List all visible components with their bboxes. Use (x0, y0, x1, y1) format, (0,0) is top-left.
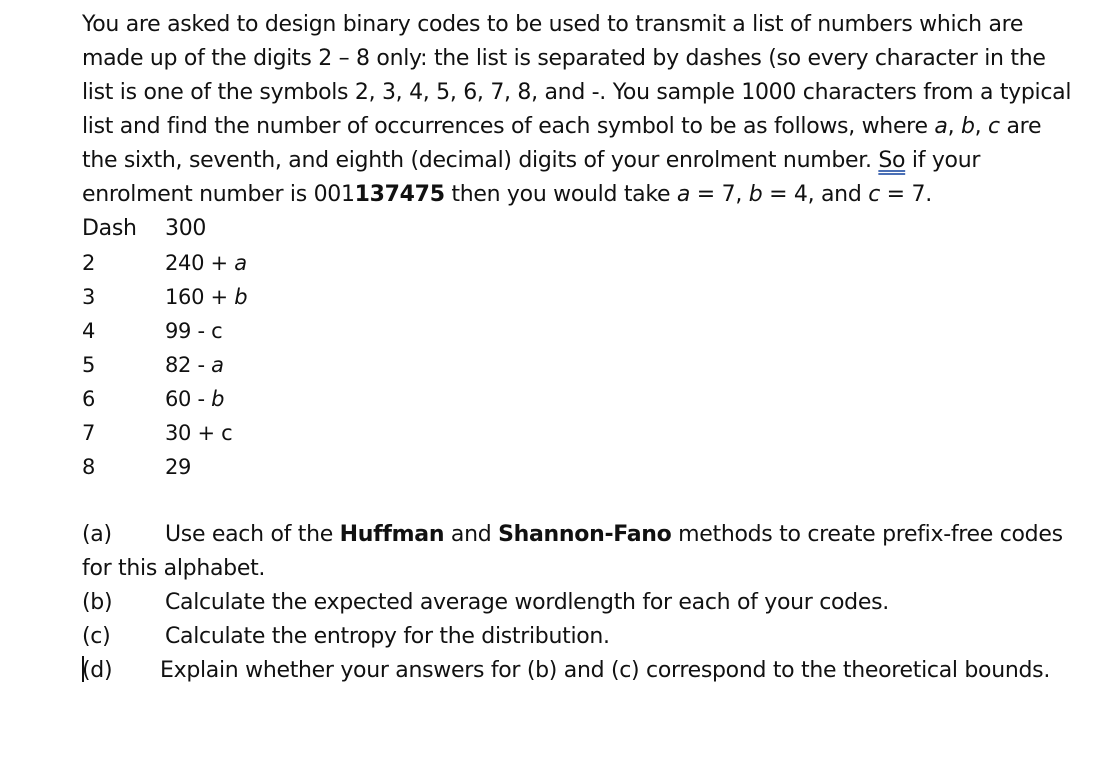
table-row (82, 450, 247, 484)
dash-row (82, 212, 1072, 246)
example-var-a: a (676, 182, 691, 207)
var-c: c (988, 114, 1000, 139)
count-cell: 240 + a (165, 251, 247, 275)
example-val-c: = 7. (879, 182, 932, 207)
count-cell: 30 + c (165, 421, 233, 445)
table-row (82, 382, 247, 416)
intro-text-2: are the sixth, seventh, and eighth (decimal) digits of your enrolment number. (82, 114, 1042, 173)
question-d (82, 654, 1072, 688)
symbol-cell: 5 (82, 353, 96, 377)
shannon-fano-term: Shannon-Fano (498, 522, 672, 547)
count-cell: 160 + b (165, 285, 248, 309)
var-a: a (934, 114, 948, 139)
symbol-cell: 8 (82, 455, 96, 479)
table-row (82, 246, 247, 280)
example-val-b: = 4, and (762, 182, 869, 207)
count-cell: 82 - a (165, 353, 224, 377)
dash-label: Dash (82, 216, 137, 241)
intro-text-3: if your enrolment number is 001 (82, 148, 981, 207)
example-var-c: c (868, 182, 880, 207)
intro-text-4: then you would take (444, 182, 677, 207)
example-var-b: b (748, 182, 763, 207)
grammar-flag-so[interactable]: So (878, 148, 906, 173)
symbol-cell: 7 (82, 421, 96, 445)
question-d-label: (d) (82, 658, 113, 683)
question-c-label: (c) (82, 624, 111, 649)
blank-line (82, 484, 1072, 518)
question-a-label: (a) (82, 522, 112, 547)
count-cell: 99 - c (165, 319, 223, 343)
question-c-text: Calculate the entropy for the distribution. (165, 624, 610, 649)
huffman-term: Huffman (339, 522, 445, 547)
table-row (82, 280, 247, 314)
symbol-cell: 2 (82, 251, 96, 275)
question-b-text: Calculate the expected average wordlength for each of your codes. (165, 590, 889, 615)
question-d-text: Explain whether your answers for (b) and (c) correspond to the theoretical bounds. (160, 658, 1051, 683)
separator: , (974, 114, 989, 139)
table-row (82, 314, 247, 348)
symbol-cell: 3 (82, 285, 96, 309)
separator: , (947, 114, 961, 139)
document-body (82, 8, 1072, 688)
symbol-cell: 6 (82, 387, 96, 411)
var-b: b (960, 114, 975, 139)
intro-text-1: You are asked to design binary codes to be used to transmit a list of numbers which are made up of the digits 2 – 8 only: the list is separated by dashes (so every character in the list is one of the symbols 2, 3, 4, 5, 6, 7, 8, and -. You sample 1000 characters from a typical list and find the number of occurrences of each symbol to be as follows, where (82, 12, 1072, 139)
table-row (82, 348, 247, 382)
frequency-table (82, 246, 247, 484)
intro-paragraph (82, 8, 1072, 212)
count-cell: 60 - b (165, 387, 225, 411)
symbol-cell: 4 (82, 319, 96, 343)
dash-value: 300 (165, 216, 207, 241)
count-cell: 29 (165, 455, 192, 479)
question-a: (a) Use each of the Huffman and Shannon-Fano methods to create prefix-free codes for this alphabet. (82, 518, 1072, 586)
example-val-a: = 7, (690, 182, 749, 207)
question-b (82, 586, 1072, 620)
table-row (82, 416, 247, 450)
question-b-label: (b) (82, 590, 113, 615)
enrolment-bold-digits: 137475 (354, 182, 445, 207)
question-c (82, 620, 1072, 654)
